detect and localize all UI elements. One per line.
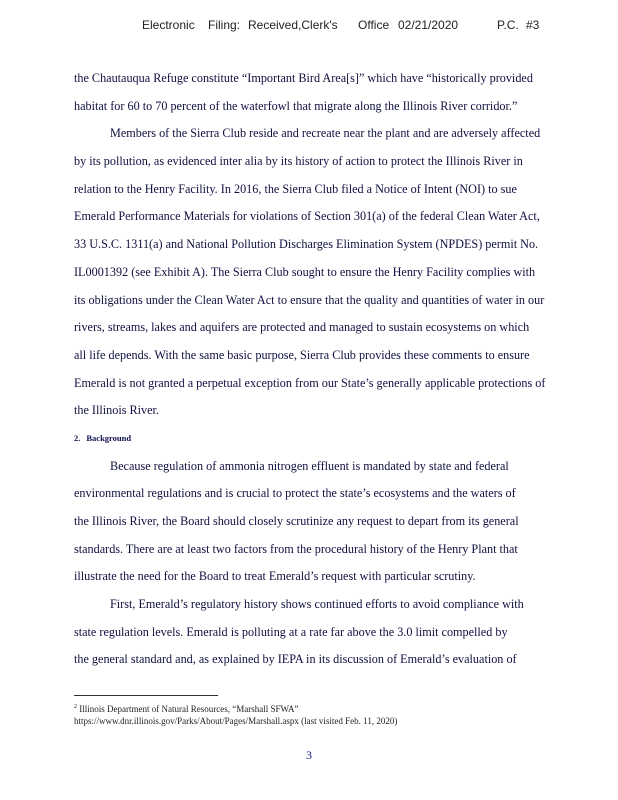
paragraph-start: Members of the Sierra Club reside and recreate near the plant and are adversely affected bbox=[110, 126, 541, 141]
footnote-divider bbox=[74, 695, 218, 696]
header-office: Office bbox=[358, 18, 390, 32]
body-line: relation to the Henry Facility. In 2016, the Sierra Club filed a Notice of Intent (NOI) to sue bbox=[74, 181, 517, 196]
paragraph-start: Because regulation of ammonia nitrogen effluent is mandated by state and federal bbox=[110, 458, 509, 473]
body-line: all life depends. With the same basic purpose, Sierra Club provides these comments to ensure bbox=[74, 347, 530, 362]
footnote bbox=[74, 701, 397, 727]
header-electronic: Electronic bbox=[142, 18, 195, 32]
body-line: the Illinois River, the Board should closely scrutinize any request to depart from its general bbox=[74, 514, 519, 528]
section-number: 2. bbox=[74, 432, 81, 443]
body-line: illustrate the need for the Board to treat Emerald’s request with particular scrutiny. bbox=[74, 569, 476, 584]
body-line: 33 U.S.C. 1311(a) and National Pollution Discharges Elimination System (NPDES) permit No. bbox=[74, 237, 539, 252]
document-body bbox=[74, 68, 574, 677]
page-number: 3 bbox=[306, 748, 312, 762]
section-heading bbox=[74, 428, 574, 456]
footnote-citation: Illinois Department of Natural Resources, “Marshall SFWA” bbox=[79, 704, 299, 714]
header-filing: Filing: bbox=[208, 18, 241, 32]
footnote-line-1 bbox=[74, 701, 397, 715]
footnote-url: https://www.dnr.illinois.gov/Parks/About/Pages/Marshall.aspx (last visited Feb. 11, 2020) bbox=[74, 716, 398, 726]
body-line: environmental regulations and is crucial to protect the state’s ecosystems and the waters of bbox=[74, 486, 516, 501]
header-pc-number: #3 bbox=[526, 18, 540, 32]
body-line: habitat for 60 to 70 percent of the waterfowl that migrate along the Illinois River corridor.” bbox=[74, 98, 518, 113]
body-line: rivers, streams, lakes and aquifers are protected and managed to sustain ecosystems on which bbox=[74, 320, 530, 335]
body-line: the Chautauqua Refuge constitute “Important Bird Area[s]” which have “historically provided bbox=[74, 71, 533, 85]
body-line: the general standard and, as explained by IEPA in its discussion of Emerald’s evaluation of bbox=[74, 652, 517, 667]
body-line: state regulation levels. Emerald is polluting at a rate far above the 3.0 limit compelled by bbox=[74, 624, 508, 639]
body-line: standards. There are at least two factors from the procedural history of the Henry Plant that bbox=[74, 541, 518, 556]
header-pc: P.C. bbox=[497, 18, 519, 32]
body-line: Emerald Performance Materials for violations of Section 301(a) of the federal Clean Water Act, bbox=[74, 209, 540, 224]
header-received: Received,Clerk's bbox=[248, 18, 338, 32]
body-line: by its pollution, as evidenced inter alia by its history of action to protect the Illinois River in bbox=[74, 154, 523, 169]
header-date: 02/21/2020 bbox=[398, 18, 459, 32]
body-line: the Illinois River. bbox=[74, 403, 159, 418]
footnote-marker: 2 bbox=[74, 704, 77, 710]
body-line: Emerald is not granted a perpetual exception from our State’s generally applicable protections of bbox=[74, 375, 546, 390]
body-line: IL0001392 (see Exhibit A). The Sierra Club sought to ensure the Henry Facility complies with bbox=[74, 264, 536, 279]
paragraph-start: First, Emerald’s regulatory history shows continued efforts to avoid compliance with bbox=[110, 597, 524, 612]
body-line: its obligations under the Clean Water Act to ensure that the quality and quantities of water in our bbox=[74, 292, 545, 307]
section-title: Background bbox=[86, 432, 132, 443]
